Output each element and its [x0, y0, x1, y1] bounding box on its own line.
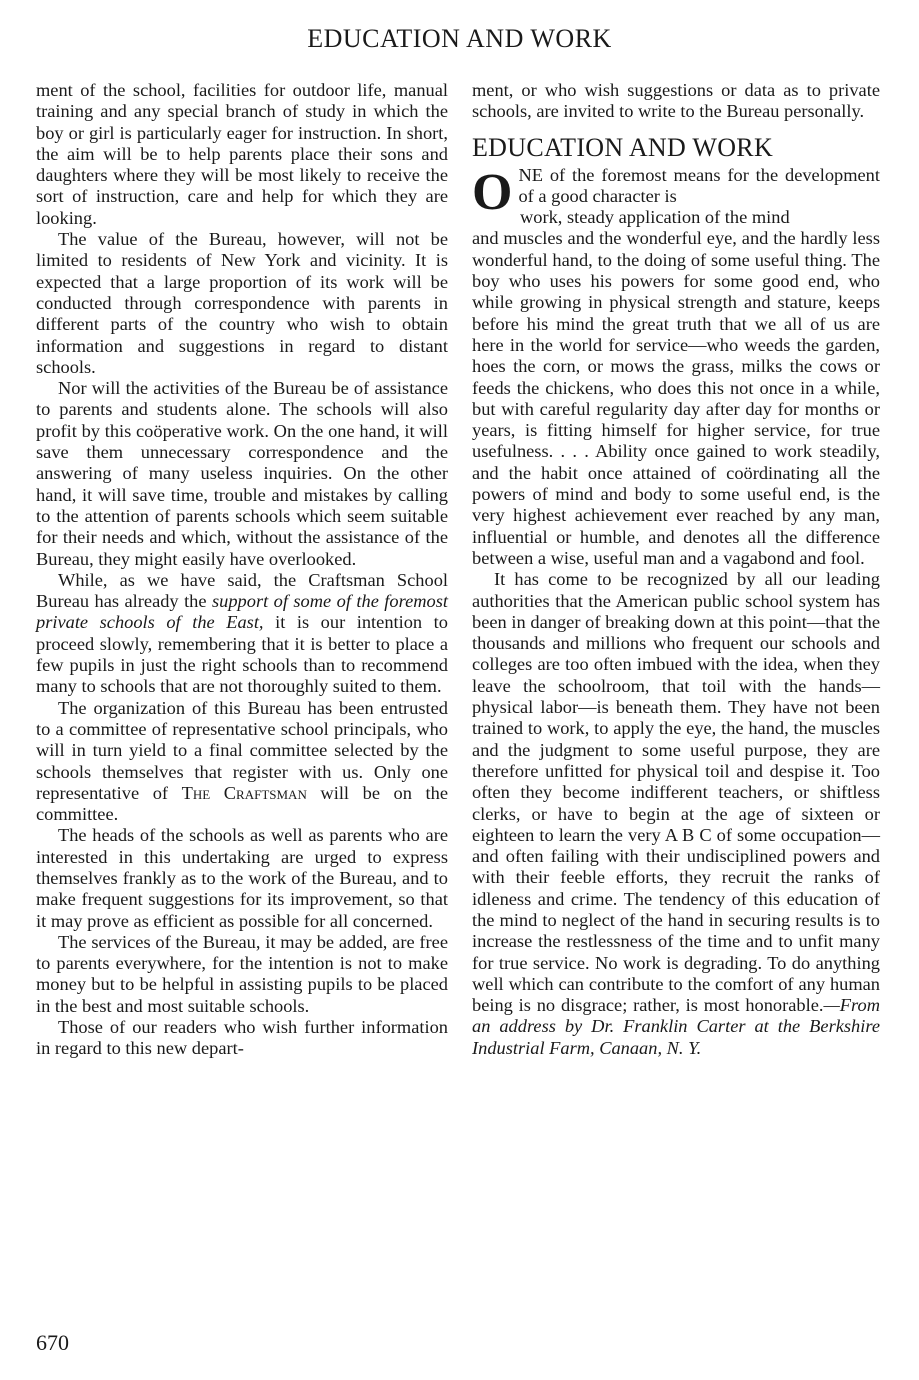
- left-paragraph-1: ment of the school, facilities for outdoor life, manual training and any special branch of study in which the boy or girl is particularly eager for instruction. In short, the aim will be to help parents place their sons and daughters where they will be most likely to receive the sort of instruction, care and help for which they are looking.: [36, 80, 448, 228]
- article-paragraph-1: [472, 165, 880, 570]
- left-paragraph-5-text-a: The organization of this Bureau has been entrusted to a committee of representative school principals, who will in turn yield to a final committee selected by the schools themselves that register with us. Only one representative of: [36, 697, 448, 803]
- left-paragraph-3: Nor will the activities of the Bureau be of assistance to parents and students alone. The schools will also profit by this coöperative work. On the one hand, it will save them unnecessary correspondence and the answering of many useless inquiries. On the other hand, it will save time, trouble and mistakes by calling to the attention of parents schools which seem suitable for their needs and which, without the assistance of the Bureau, they might easily have overlooked.: [36, 378, 448, 569]
- right-column: [472, 80, 880, 1059]
- magazine-name: The Craftsman: [181, 782, 307, 803]
- left-paragraph-4-text-a: While, as we have said, the Craftsman School Bureau has already the: [36, 569, 448, 612]
- left-paragraph-2: The value of the Bureau, however, will not be limited to residents of New York and vicinity. It is expected that a large proportion of its work will be conducted through correspondence with parents in different parts of the country who wish to obtain information and suggestions in regard to distant schools.: [36, 229, 448, 377]
- article-opening-line: NE of the foremost means for the development of a good character is: [518, 164, 880, 206]
- running-head: EDUCATION AND WORK: [307, 24, 612, 53]
- left-paragraph-4-text-b: it is our intention to proceed slowly, remembering that it is better to place a few pupils in just the right schools than to recommend many to schools that are not thoroughly suited to them.: [36, 612, 448, 697]
- section-title: EDUCATION AND WORK: [472, 132, 774, 162]
- page-number: 670: [36, 1330, 69, 1355]
- left-paragraph-5: [36, 698, 448, 826]
- left-paragraph-5-text-b: will be on the committee.: [36, 782, 448, 825]
- article-paragraph-1-body: and muscles and the wonderful eye, and the hardly less wonderful hand, to the doing of some useful thing. The boy who uses his powers for some good end, who while growing in physical strength and stature, keeps before his mind the great truth that we all of us are here in the world for service—who weeds the garden, hoes the corn, or mows the grass, milks the cows or feeds the chickens, who does this not once in a while, but with careful regularity day after day for months or years, is fitting himself for higher service, for true usefulness. . . . Ability once gained to work steadily, and the habit once attained of coördinating all the powers of mind and body to some useful end, is the very highest achievement ever reached by any man, influential or humble, and denotes all the difference between a wise, useful man and a vagabond and fool.: [472, 228, 880, 568]
- left-paragraph-4: [36, 570, 448, 698]
- right-continuation: ment, or who wish suggestions or data as to private schools, are invited to write to the Bureau personally.: [472, 80, 880, 122]
- left-paragraph-7: The services of the Bureau, it may be added, are free to parents everywhere, for the intention is not to make money but to be helpful in assisting pupils to be placed in the best and most suitable schools.: [36, 931, 448, 1016]
- left-paragraph-8: Those of our readers who wish further information in regard to this new depart-: [36, 1017, 448, 1059]
- left-column: [36, 80, 448, 1060]
- article-paragraph-2: [472, 569, 880, 1059]
- article-paragraph-2-body: It has come to be recognized by all our leading authorities that the American public school system has been in danger of breaking down at this point—that the thousands and millions who frequent our schools and colleges are too often imbued with the idea, when they leave the schoolroom, that toil with the hands—physical labor—is beneath them. They have not been trained to work, to apply the eye, the hand, the muscles and the judgment to some useful purpose, they are therefore unfitted for physical toil and despise it. Too often they become indifferent teachers, or shiftless clerks, or have to begin at the age of sixteen or eighteen to learn the very A B C of some occupation—and often failing with their undisciplined powers and with their feeble efforts, they recruit the ranks of idleness and crime. The tendency of this education of the mind to neglect of the hand in securing results is to increase the restlessness of the time and to unfit many for true service. No work is degrading. To do anything well which can contribute to the comfort of any human being is no disgrace; rather, is most honorable.: [472, 569, 880, 1016]
- drop-cap: O: [472, 163, 513, 221]
- attribution: —From an address by Dr. Franklin Carter at the Berkshire Industrial Farm, Canaan, N. Y.: [472, 995, 880, 1058]
- left-paragraph-4-italic: support of some of the foremost private schools of the East,: [36, 591, 448, 633]
- left-paragraph-6: The heads of the schools as well as parents who are interested in this undertaking are urged to express themselves frankly as to the work of the Bureau, and to make frequent suggestions for its improvement, so that it may prove as efficient as possible for all concerned.: [36, 825, 448, 931]
- article-opening-line-2: work, steady application of the mind: [520, 207, 790, 228]
